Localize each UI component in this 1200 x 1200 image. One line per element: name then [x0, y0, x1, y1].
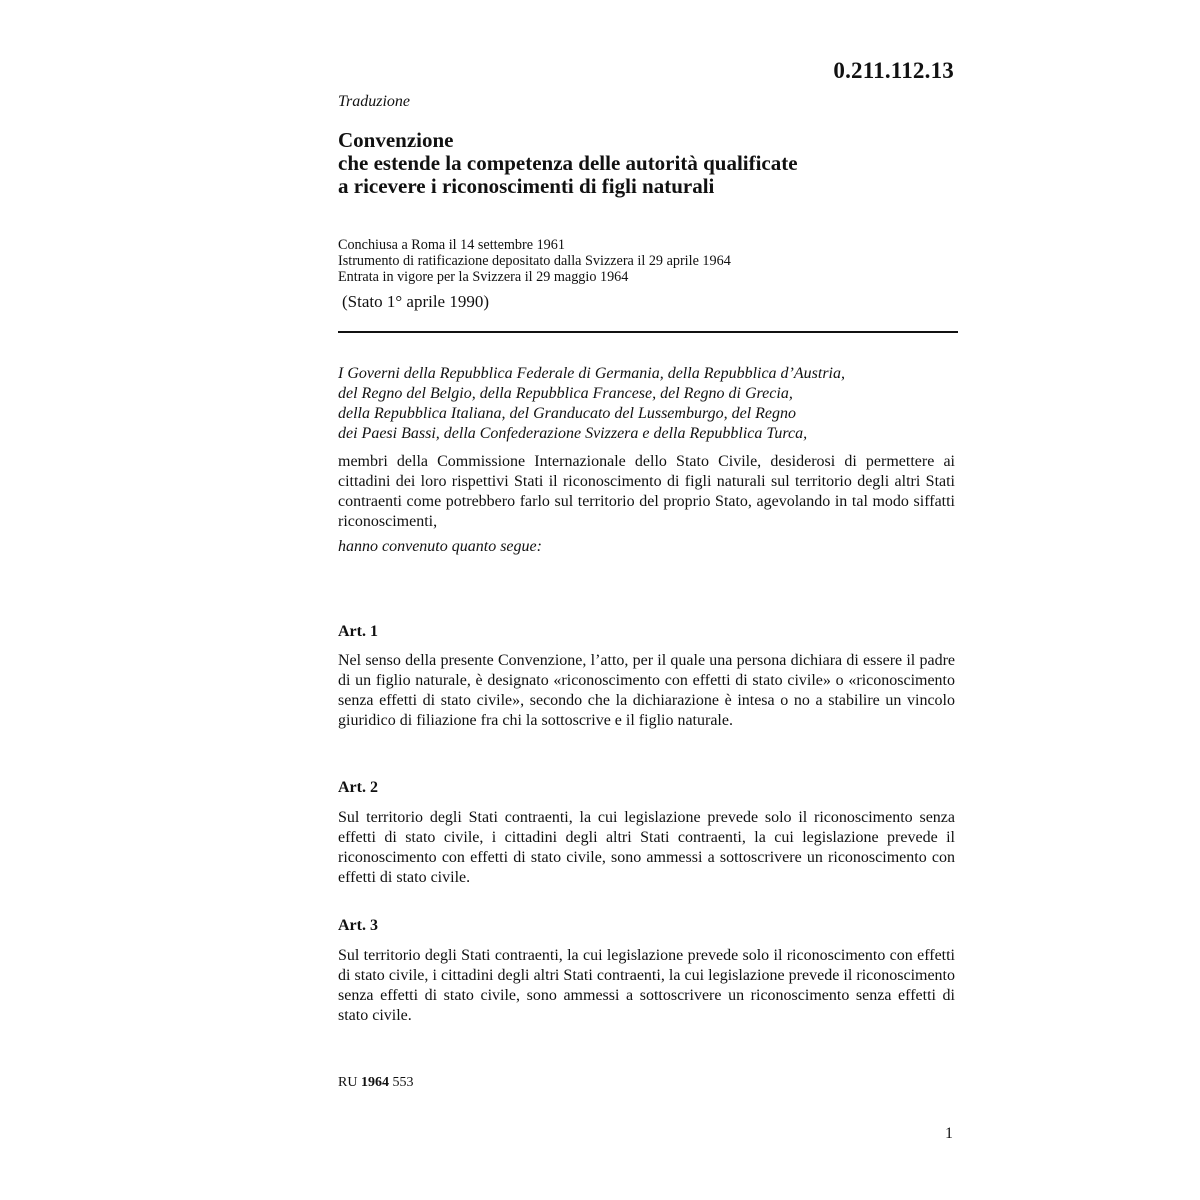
header-divider: [338, 331, 958, 333]
preamble-parties: [338, 364, 958, 444]
ratification-date: Istrumento di ratificazione depositato dalla Svizzera il 29 aprile 1964: [338, 253, 731, 269]
document-title: [338, 129, 958, 198]
document-status: (Stato 1° aprile 1990): [342, 292, 490, 311]
preamble-parties-line: della Repubblica Italiana, del Granducato del Lussemburgo, del Regno: [338, 405, 797, 422]
official-collection-reference: [338, 1075, 413, 1091]
article-1-heading: Art. 1: [338, 623, 378, 640]
preamble-closing: hanno convenuto quanto segue:: [338, 538, 542, 555]
title-line: Convenzione: [338, 128, 454, 152]
article-2-heading: Art. 2: [338, 779, 378, 796]
article-1-text: Nel senso della presente Convenzione, l’atto, per il quale una persona dichiara di essere il padre di un figlio naturale, è designato «riconoscimento con effetti di stato civile» o «riconoscimento senza effetti di stato civile», secondo che la dichiarazione è intesa o no a stabilire un vincolo giuridico di filiazione fra chi la sottoscrive e il figlio naturale.: [338, 652, 955, 729]
article-3-heading: Art. 3: [338, 917, 378, 934]
article-3-text: Sul territorio degli Stati contraenti, la cui legislazione prevede solo il riconoscimento con effetti di stato civile, i cittadini degli altri Stati contraenti, la cui legislazione prevede il riconoscimento senza effetti di stato civile, sono ammessi a sottoscrivere un riconoscimento senza effetti di stato civile.: [338, 947, 955, 1024]
title-line: che estende la competenza delle autorità qualificate: [338, 151, 798, 175]
page-number: 1: [945, 1125, 953, 1142]
preamble-parties-line: del Regno del Belgio, della Repubblica Francese, del Regno di Grecia,: [338, 385, 793, 402]
concluded-date: Conchiusa a Roma il 14 settembre 1961: [338, 237, 565, 253]
translation-note: Traduzione: [338, 93, 411, 110]
preamble-body: membri della Commissione Internazionale dello Stato Civile, desiderosi di permettere ai cittadini dei loro rispettivi Stati il riconoscimento di figli naturali sul territorio degli altri Stati contraenti come potrebbero farlo sul territorio del proprio Stato, agevolando in tal modo siffatti riconoscimenti,: [338, 453, 955, 530]
ref-year: 1964: [360, 1075, 389, 1090]
preamble-parties-line: dei Paesi Bassi, della Confederazione Svizzera e della Repubblica Turca,: [338, 425, 808, 442]
preamble-parties-line: I Governi della Repubblica Federale di Germania, della Repubblica d’Austria,: [338, 365, 845, 382]
document-number: 0.211.112.13: [833, 58, 954, 83]
entry-into-force-date: Entrata in vigore per la Svizzera il 29 maggio 1964: [338, 269, 629, 285]
ref-prefix: RU: [338, 1075, 358, 1090]
document-metadata: [338, 237, 958, 285]
title-line: a ricevere i riconoscimenti di figli naturali: [338, 174, 715, 198]
article-2-text: Sul territorio degli Stati contraenti, la cui legislazione prevede solo il riconoscimento senza effetti di stato civile, i cittadini degli altri Stati contraenti, la cui legislazione prevede il riconoscimento con effetti di stato civile, sono ammessi a sottoscrivere un riconoscimento con effetti di stato civile.: [338, 809, 955, 886]
ref-page: 553: [392, 1075, 414, 1090]
